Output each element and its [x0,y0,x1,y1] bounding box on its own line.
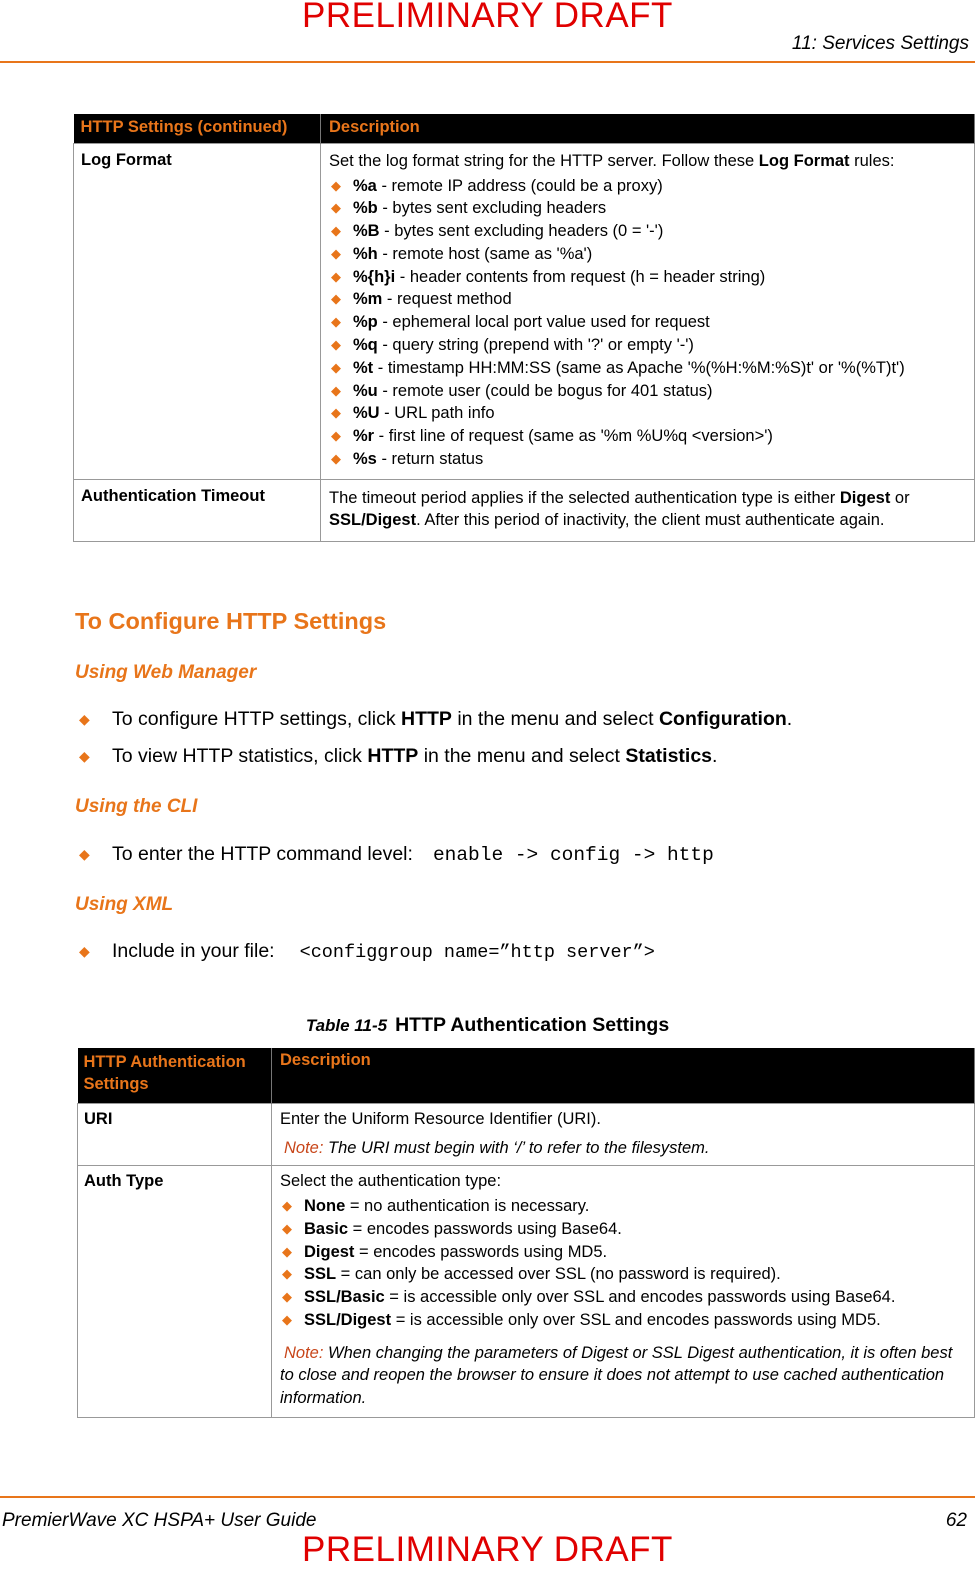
list-item: ◆ SSL/Digest = is accessible only over SSL and encodes passwords using MD5. [280,1309,968,1332]
bullet-cli: ◆ To enter the HTTP command level: enable -> config -> http [112,843,714,866]
xml-code: <configgroup name=”http server”> [299,942,655,963]
header-rule [0,61,975,63]
list-item: ◆ %t - timestamp HH:MM:SS (same as Apache '%(%H:%M:%S)t' or '%(%T)t') [329,357,968,380]
page-number: 62 [945,1510,967,1531]
list-item: ◆ %b - bytes sent excluding headers [329,197,968,220]
row-term-auth-type: Auth Type [78,1166,272,1418]
list-item: ◆ %q - query string (prepend with '?' or empty '-') [329,334,968,357]
watermark-bottom: PRELIMINARY DRAFT [302,1530,673,1569]
table-row [78,1103,975,1166]
table-row [74,143,975,479]
auth-type-options-list [280,1195,968,1332]
list-item: ◆ Basic = encodes passwords using Base64. [280,1218,968,1241]
list-item: ◆ %s - return status [329,448,968,471]
http-auth-table [77,1048,975,1418]
row-desc-uri: Enter the Uniform Resource Identifier (URI). Note: The URI must begin with ‘/’ to refer to the filesystem. [272,1103,975,1166]
column-header-settings: HTTP Settings (continued) [74,114,321,143]
row-desc-auth-timeout: The timeout period applies if the selected authentication type is either Digest or SSL/Digest. After this period of inactivity, the client must authenticate again. [321,479,975,541]
row-term-auth-timeout: Authentication Timeout [74,479,321,541]
list-item: ◆ SSL = can only be accessed over SSL (no password is required). [280,1263,968,1286]
list-item: ◆ %B - bytes sent excluding headers (0 = '-') [329,220,968,243]
table-header-row [74,114,975,143]
chapter-title: 11: Services Settings [791,33,969,54]
list-item: ◆ %U - URL path info [329,402,968,425]
http-settings-table [73,114,975,542]
log-format-intro: Set the log format string for the HTTP server. Follow these Log Format rules: [329,151,895,170]
column-header-description: Description [321,114,975,143]
heading-cli: Using the CLI [75,796,198,817]
list-item: ◆ %{h}i - header contents from request (h = header string) [329,266,968,289]
list-item: ◆ %p - ephemeral local port value used for request [329,311,968,334]
list-item: ◆ %m - request method [329,288,968,311]
column-header-settings: HTTP Authentication Settings [78,1048,272,1103]
log-format-rules-list [329,175,968,471]
guide-title: PremierWave XC HSPA+ User Guide [2,1510,317,1531]
row-desc-auth-type: Select the authentication type: ◆ None = no authentication is necessary. ◆ Basic = encodes passwords using Base64. ◆ Digest = encodes passwords using MD5. ◆ SSL = can only be accessed over SSL (no password is required). ◆ SSL/Basic = is accessible only over SSL and encodes passwords using Base64. ◆ SSL/Digest = is accessible only over SSL and encodes passwords using MD5. Note: When changing the parameters of Digest or SSL Digest authentication, it is often best to close and reopen the browser to ensure it does not attempt to use cached authentication information. [272,1166,975,1418]
list-item: ◆ %h - remote host (same as '%a') [329,243,968,266]
cli-command: enable -> config -> http [432,844,714,866]
watermark-top: PRELIMINARY DRAFT [302,0,673,35]
list-item: ◆ %a - remote IP address (could be a proxy) [329,175,968,198]
footer-rule [0,1496,975,1498]
auth-type-note: Note: When changing the parameters of Digest or SSL Digest authentication, it is often best to close and reopen the browser to ensure it does not attempt to use cached authentication information. [280,1343,953,1407]
section-title: To Configure HTTP Settings [75,608,387,634]
list-item: ◆ None = no authentication is necessary. [280,1195,968,1218]
bullet-xml: ◆ Include in your file: <configgroup name=”http server”> [112,940,655,963]
heading-web-manager: Using Web Manager [75,662,257,683]
table-row [74,479,975,541]
bullet-view-statistics: ◆ To view HTTP statistics, click HTTP in the menu and select Statistics. [112,745,717,768]
row-term-uri: URI [78,1103,272,1166]
list-item: ◆ %r - first line of request (same as '%m %U%q <version>') [329,425,968,448]
table-row [78,1166,975,1418]
table-header-row [78,1048,975,1103]
list-item: ◆ Digest = encodes passwords using MD5. [280,1241,968,1264]
uri-note: Note: The URI must begin with ‘/’ to refer to the filesystem. [284,1138,710,1157]
bullet-configure-http: ◆ To configure HTTP settings, click HTTP in the menu and select Configuration. [112,708,792,731]
column-header-description: Description [272,1048,975,1103]
row-desc-log-format [321,143,975,479]
table-caption: Table 11-5 HTTP Authentication Settings [305,1014,670,1036]
list-item: ◆ SSL/Basic = is accessible only over SSL and encodes passwords using Base64. [280,1286,968,1309]
list-item: ◆ %u - remote user (could be bogus for 401 status) [329,380,968,403]
heading-xml: Using XML [75,894,174,915]
row-term-log-format: Log Format [74,143,321,479]
